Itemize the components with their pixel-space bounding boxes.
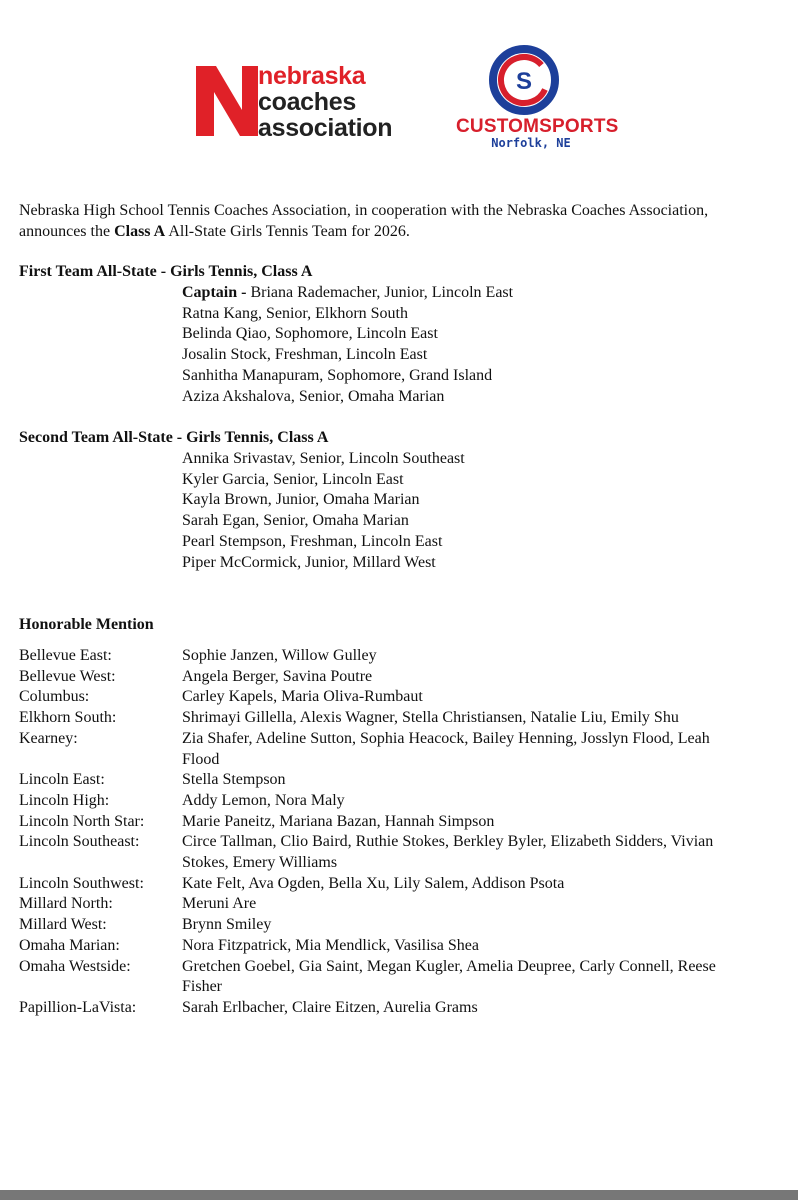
hm-school: Bellevue East: [19,647,112,664]
hm-names: Marie Paneitz, Mariana Bazan, Hannah Simpson [182,812,495,830]
nca-wordmark [258,63,392,141]
honorable-mention-row [19,708,797,729]
first-team-member: Josalin Stock, Freshman, Lincoln East [182,346,428,364]
hm-names: Sarah Erlbacher, Claire Eitzen, Aurelia Grams [182,998,478,1016]
hm-names: Stella Stempson [182,771,286,789]
nca-line-3: association [258,114,393,142]
honorable-mention-row [19,729,797,770]
first-team-member: Ratna Kang, Senior, Elkhorn South [182,304,408,322]
intro-line-2-prefix: announces the [19,222,115,240]
hm-names: Kate Felt, Ava Ogden, Bella Xu, Lily Salem, Addison Psota [182,874,565,892]
hm-names: Addy Lemon, Nora Maly [182,791,345,809]
nebraska-coaches-association-logo [192,62,432,142]
honorable-mention-row [19,936,797,957]
hm-school: Omaha Marian: [19,936,120,954]
intro-class-label: Class A [114,222,166,240]
honorable-mention-row [19,770,797,791]
first-team-member: Aziza Akshalova, Senior, Omaha Marian [182,387,445,405]
hm-school: Lincoln Southwest: [19,874,144,892]
hm-school: Bellevue West: [19,667,116,685]
hm-school: Kearney: [19,729,78,747]
second-team-member: Piper McCormick, Junior, Millard West [182,553,436,571]
hm-school: Lincoln Southeast: [19,833,140,851]
customsports-city: Norfolk, NE [491,136,571,150]
captain-entry: Briana Rademacher, Junior, Lincoln East [250,284,514,301]
svg-text:S: S [515,68,533,95]
hm-names: Shrimayi Gillella, Alexis Wagner, Stella Christiansen, Natalie Liu, Emily Shu [182,709,679,727]
honorable-mention-row [19,874,797,895]
hm-names: Zia Shafer, Adeline Sutton, Sophia Heacock, Bailey Henning, Josslyn Flood, Leah Flood [182,729,710,768]
first-team-captain [182,283,513,304]
hm-names: Sophie Janzen, Willow Gulley [182,647,377,664]
honorable-mention-row [19,646,797,667]
second-team-member: Pearl Stempson, Freshman, Lincoln East [182,532,443,550]
honorable-mention-row [19,957,797,998]
hm-school: Papillion-LaVista: [19,998,137,1016]
customsports-monogram-icon [488,44,560,116]
honorable-mention-row [19,832,797,873]
honorable-mention-row [19,998,797,1019]
customsports-name: CUSTOMSPORTS [456,116,619,137]
intro-line-2-suffix: All-State Girls Tennis Team for 2026. [165,222,410,240]
first-team-heading: First Team All-State - Girls Tennis, Class A [19,263,313,280]
hm-school: Millard West: [19,916,107,934]
hm-names: Meruni Are [182,895,257,913]
intro-paragraph [19,201,708,242]
second-team-list [182,449,465,573]
customsports-logo [448,44,619,150]
second-team-member: Sarah Egan, Senior, Omaha Marian [182,512,409,530]
hm-names: Nora Fitzpatrick, Mia Mendlick, Vasilisa Shea [182,936,479,954]
honorable-mention-heading: Honorable Mention [19,616,154,633]
honorable-mention-row [19,667,797,688]
hm-school: Columbus: [19,688,90,706]
second-team-heading: Second Team All-State - Girls Tennis, Class A [19,429,329,446]
hm-names: Gretchen Goebel, Gia Saint, Megan Kugler, Amelia Deupree, Carly Connell, Reese Fisher [182,957,716,996]
honorable-mention-table [19,646,797,1019]
honorable-mention-row [19,915,797,936]
first-team-member: Belinda Qiao, Sophomore, Lincoln East [182,325,438,343]
nca-line-2: coaches [258,88,356,116]
hm-school: Millard North: [19,895,113,913]
honorable-mention-row [19,791,797,812]
honorable-mention-row [19,812,797,833]
honorable-mention-row [19,687,797,708]
first-team-member: Sanhitha Manapuram, Sophomore, Grand Island [182,366,493,384]
hm-school: Lincoln East: [19,771,105,789]
hm-school: Omaha Westside: [19,957,131,975]
hm-names: Angela Berger, Savina Poutre [182,667,373,685]
hm-school: Lincoln High: [19,791,110,809]
hm-names: Carley Kapels, Maria Oliva-Rumbaut [182,688,423,706]
hm-school: Elkhorn South: [19,709,117,727]
intro-line-2 [19,222,708,243]
captain-label: Captain - [182,284,251,301]
bottom-scroll-bar[interactable] [0,1190,798,1200]
second-team-member: Kayla Brown, Junior, Omaha Marian [182,491,420,509]
hm-names: Circe Tallman, Clio Baird, Ruthie Stokes, Berkley Byler, Elizabeth Sidders, Vivian Stokes, Emery Williams [182,833,714,872]
honorable-mention-row [19,894,797,915]
hm-names: Brynn Smiley [182,916,272,934]
second-team-member: Annika Srivastav, Senior, Lincoln Southeast [182,450,465,467]
intro-line-1: Nebraska High School Tennis Coaches Association, in cooperation with the Nebraska Coaches Association, [19,202,709,219]
first-team-list [182,283,513,407]
second-team-member: Kyler Garcia, Senior, Lincoln East [182,470,404,488]
nca-line-1: nebraska [258,62,366,90]
hm-school: Lincoln North Star: [19,812,145,830]
